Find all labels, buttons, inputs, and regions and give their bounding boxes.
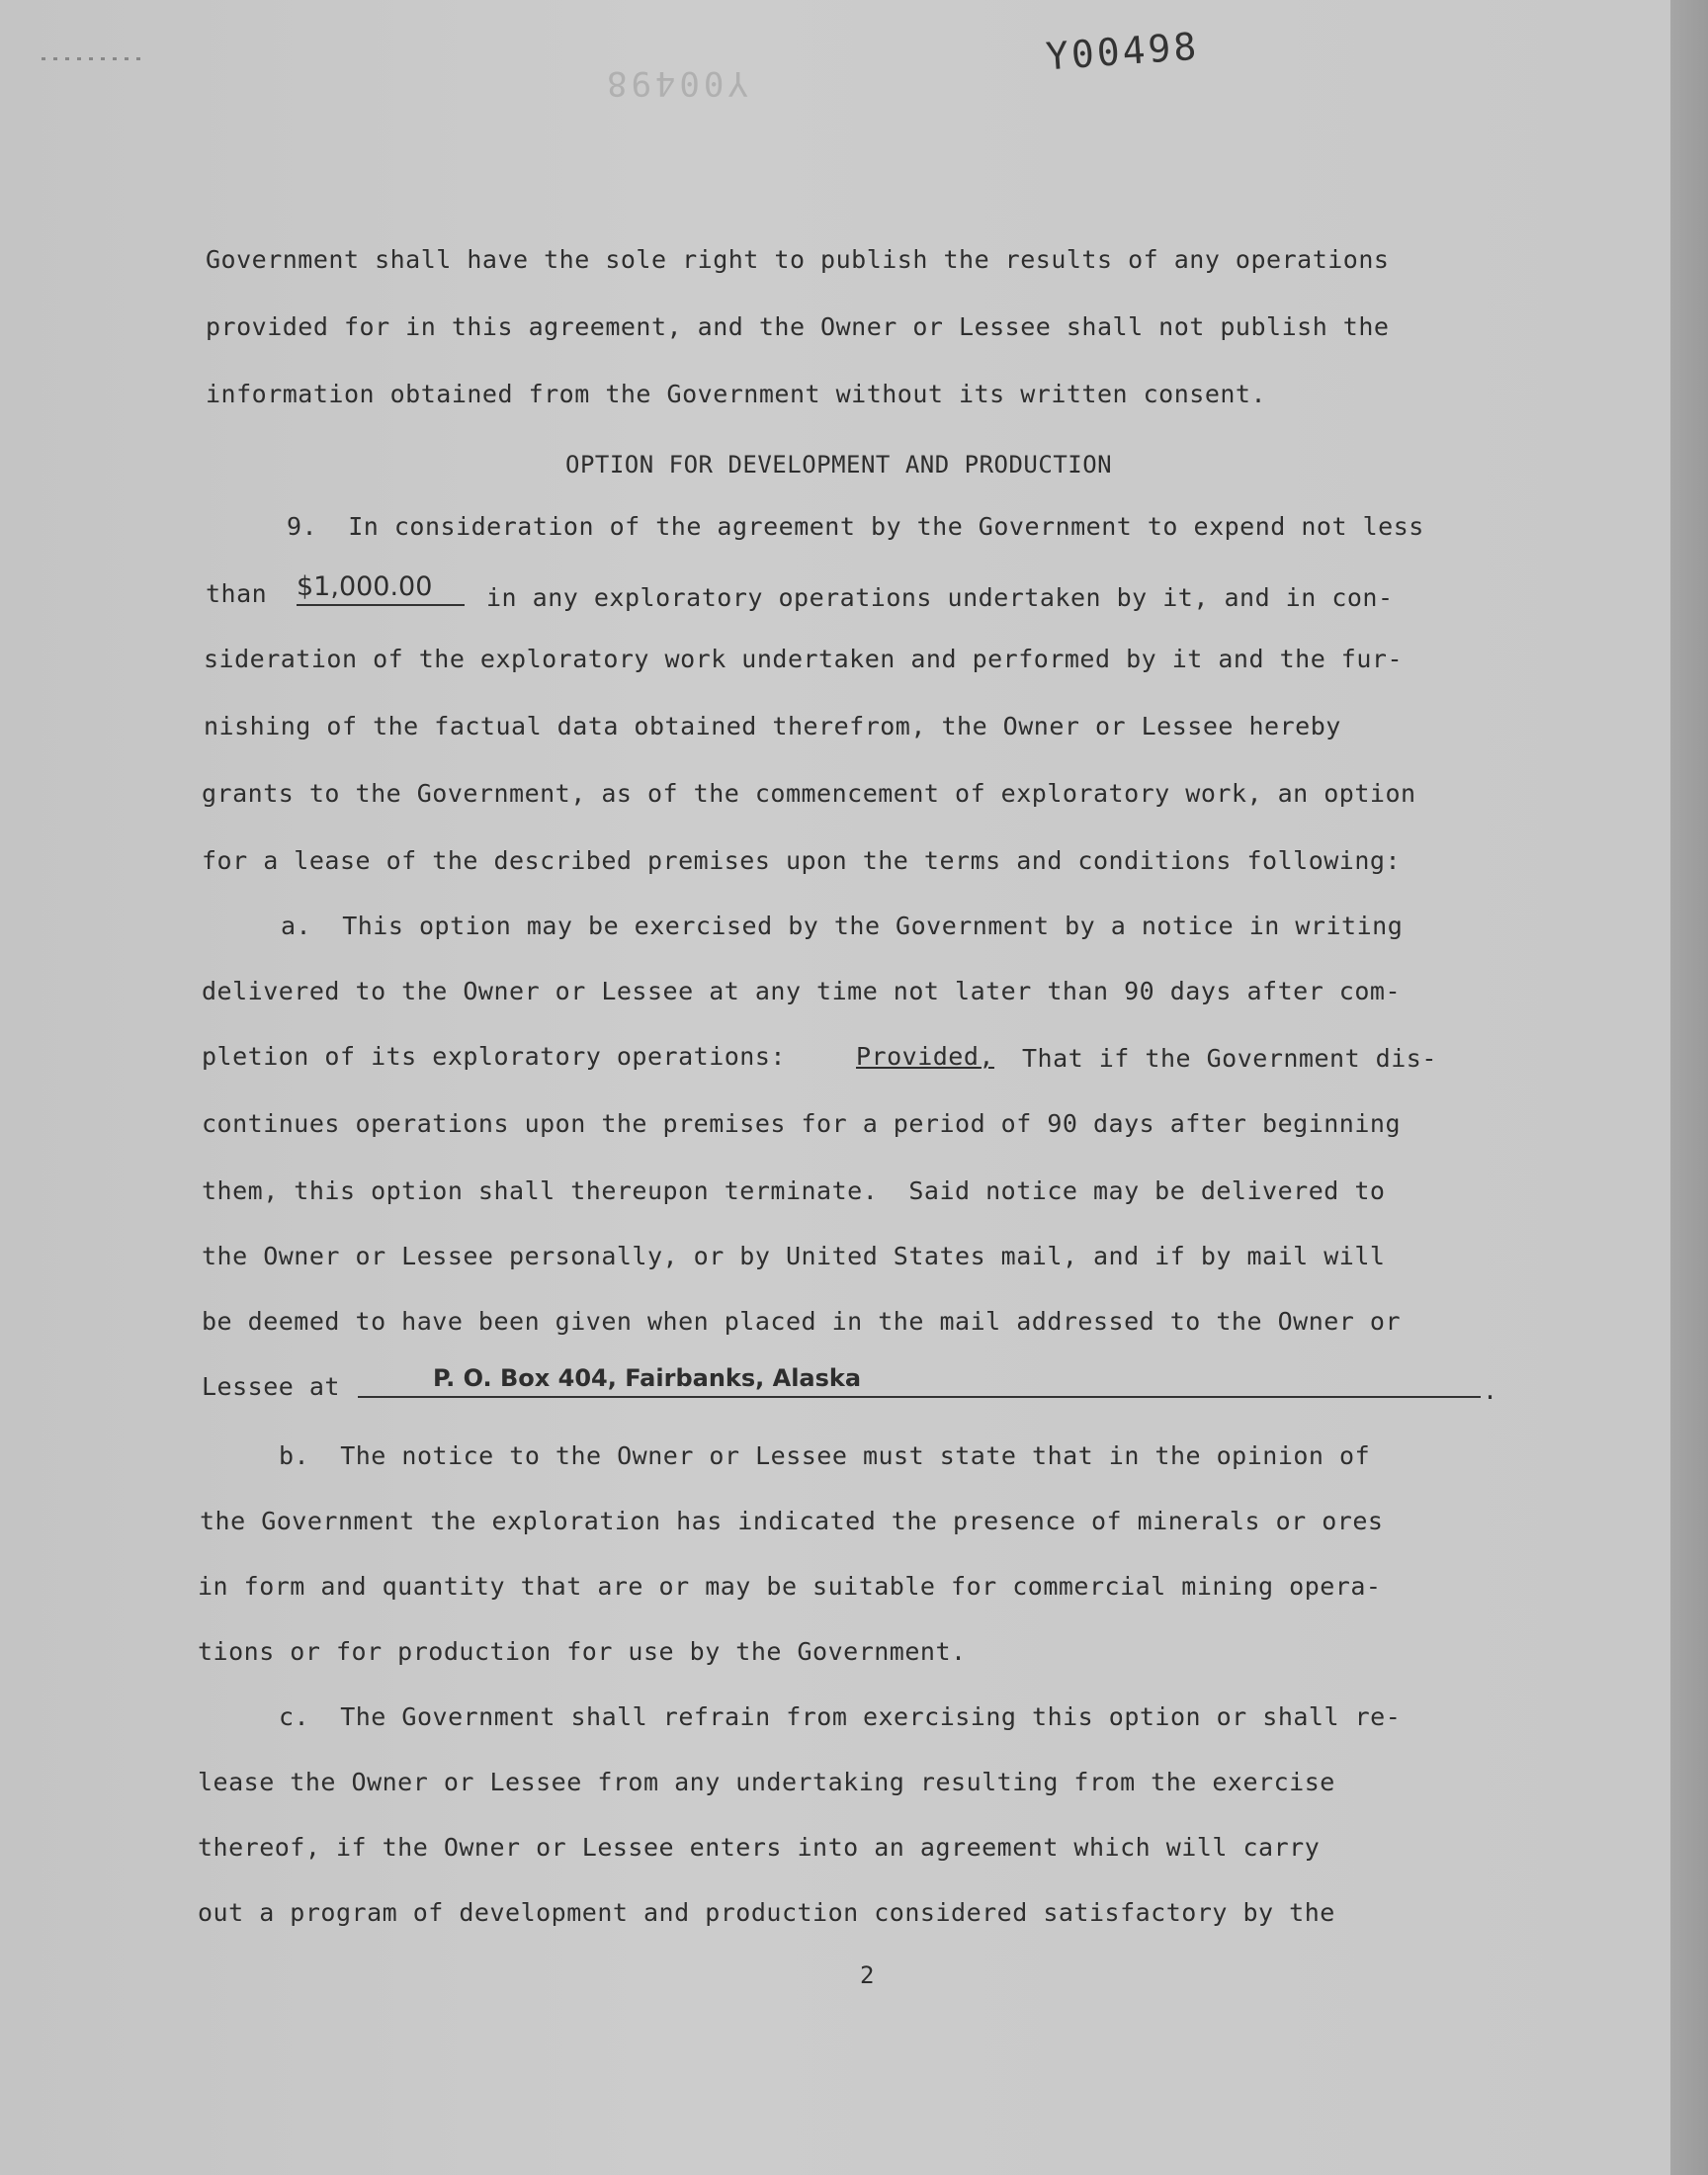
text-line: nishing of the factual data obtained therefrom, the Owner or Lessee hereby [204, 712, 1341, 740]
text-line: That if the Government dis- [1022, 1044, 1437, 1073]
expenditure-amount: $1,000.00 [297, 571, 465, 606]
text-line: tions or for production for use by the Government. [198, 1637, 967, 1666]
section-heading: OPTION FOR DEVELOPMENT AND PRODUCTION [565, 451, 1113, 478]
text-line: Lessee at [202, 1372, 340, 1401]
text-line: sideration of the exploratory work undertaken and performed by it and the fur- [204, 645, 1403, 673]
text-line: grants to the Government, as of the commencement of exploratory work, an option [202, 779, 1416, 808]
page-number: 2 [860, 1961, 875, 1989]
text-line: than [206, 579, 268, 608]
text-line: pletion of its exploratory operations: [202, 1042, 786, 1071]
page-edge-shadow [1670, 0, 1708, 2175]
text-line: the Owner or Lessee personally, or by United States mail, and if by mail will [202, 1242, 1386, 1270]
text-line: information obtained from the Government without its written consent. [206, 380, 1267, 408]
text-line: out a program of development and production considered satisfactory by the [198, 1898, 1335, 1927]
text-line: c. The Government shall refrain from exercising this option or shall re- [279, 1702, 1402, 1731]
text-line: thereof, if the Owner or Lessee enters into an agreement which will carry [198, 1833, 1321, 1862]
text-line: be deemed to have been given when placed in the mail addressed to the Owner or [202, 1307, 1401, 1336]
text-line: the Government the exploration has indicated the presence of minerals or ores [200, 1507, 1384, 1535]
bleed-through-stamp: Y00498 [603, 63, 748, 103]
text-line: a. This option may be exercised by the Government by a notice in writing [281, 912, 1404, 940]
text-line: b. The notice to the Owner or Lessee must state that in the opinion of [279, 1441, 1371, 1470]
text-line: in form and quantity that are or may be suitable for commercial mining opera- [198, 1572, 1382, 1601]
text-line: lease the Owner or Lessee from any undertaking resulting from the exercise [198, 1768, 1335, 1796]
text-line: delivered to the Owner or Lessee at any time not later than 90 days after com- [202, 977, 1401, 1005]
text-line: continues operations upon the premises for a period of 90 days after beginning [202, 1109, 1401, 1138]
provided-keyword: Provided, [856, 1042, 994, 1071]
document-stamp-number: Y00498 [1044, 24, 1201, 79]
text-line: for a lease of the described premises upon the terms and conditions following: [202, 846, 1401, 875]
text-line: Government shall have the sole right to publish the results of any operations [206, 245, 1390, 274]
paper-speck [42, 57, 140, 60]
text-line: them, this option shall thereupon terminate. Said notice may be delivered to [202, 1176, 1386, 1205]
text-line: . [1483, 1376, 1498, 1405]
owner-mailing-address: P. O. Box 404, Fairbanks, Alaska [358, 1364, 1481, 1398]
text-line: in any exploratory operations undertaken by it, and in con- [486, 583, 1394, 612]
text-line: provided for in this agreement, and the Owner or Lessee shall not publish the [206, 312, 1390, 341]
text-line: 9. In consideration of the agreement by the Government to expend not less [287, 512, 1424, 541]
